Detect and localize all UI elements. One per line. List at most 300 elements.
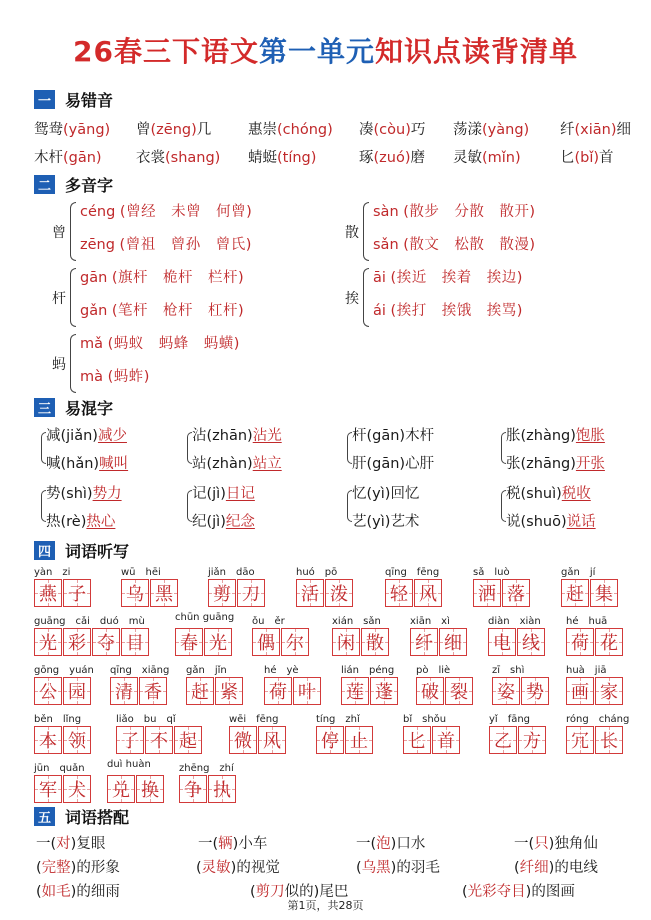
item-char: 记	[192, 486, 207, 502]
writing-box	[403, 726, 431, 754]
dictation-word	[264, 677, 322, 705]
item-pinyin: (zuó)	[373, 150, 411, 166]
word-char: 止	[350, 731, 368, 752]
word-pinyin: guāng cǎi duó mù	[34, 616, 145, 627]
word-char: 剪	[213, 584, 231, 605]
pronunciation-item	[248, 118, 333, 139]
item-pinyin: (rè)	[60, 514, 87, 530]
dictation-word	[121, 579, 179, 607]
word-pinyin: zhēng zhí	[179, 763, 234, 774]
item-word: 凑	[359, 122, 374, 138]
writing-box	[264, 677, 292, 705]
word-pinyin: qīng fēng	[385, 567, 440, 578]
item-word: 艺术	[390, 514, 420, 530]
item-pinyin: (xiān)	[574, 122, 617, 138]
dictation-word	[34, 677, 92, 705]
item-pinyin: (shì)	[60, 486, 93, 502]
confusable-item	[352, 510, 419, 531]
word-char: 光	[209, 633, 227, 654]
writing-box	[34, 579, 62, 607]
item-word: 回忆	[390, 486, 420, 502]
confusable-item	[46, 482, 122, 503]
word-pinyin: duì huàn	[107, 759, 151, 770]
word-pinyin: wū hēi	[121, 567, 161, 578]
word-pinyin: róng cháng	[566, 714, 630, 725]
word-pinyin: jiǎn dāo	[208, 567, 255, 578]
collocation-prefix: 一(	[514, 836, 535, 852]
writing-box	[63, 775, 91, 803]
dictation-word	[332, 628, 390, 656]
collocation-item	[356, 832, 425, 853]
item-char: 忆	[352, 486, 367, 502]
collocation-suffix: )的羽毛	[390, 860, 440, 876]
item-tail: 首	[599, 150, 614, 166]
polyphone-char: 杆	[52, 291, 66, 307]
writing-box	[204, 628, 232, 656]
reading-pinyin: ái	[373, 303, 391, 319]
confusable-item	[46, 424, 127, 445]
word-pinyin: běn lǐng	[34, 714, 82, 725]
pronunciation-item	[34, 118, 110, 139]
collocation-suffix: )的电线	[548, 860, 598, 876]
word-char: 势	[526, 682, 544, 703]
writing-box	[110, 677, 138, 705]
word-char: 风	[263, 731, 281, 752]
word-char: 散	[366, 633, 384, 654]
item-word: 纪念	[225, 514, 255, 530]
brace-icon	[363, 202, 369, 261]
dictation-word	[561, 579, 619, 607]
collocation-answer: 完整	[41, 860, 71, 876]
item-pinyin: (gān)	[63, 150, 102, 166]
item-pinyin: (chóng)	[277, 122, 333, 138]
item-char: 杆	[352, 428, 367, 444]
dictation-word	[492, 677, 550, 705]
word-char: 纤	[415, 633, 433, 654]
item-pinyin: (zēng)	[150, 122, 197, 138]
item-word: 琢	[359, 150, 374, 166]
writing-box	[521, 677, 549, 705]
confusable-item	[46, 452, 128, 473]
writing-box	[237, 579, 265, 607]
writing-box	[325, 579, 353, 607]
writing-box	[34, 628, 62, 656]
confusable-item	[506, 482, 591, 503]
pronunciation-item	[136, 118, 211, 139]
item-word: 站立	[252, 456, 282, 472]
item-char: 沾	[192, 428, 207, 444]
writing-box	[439, 628, 467, 656]
collocation-answer: 剪刀	[255, 884, 285, 900]
item-tail: 几	[196, 122, 212, 138]
collocation-suffix: )复眼	[70, 836, 106, 852]
item-char: 势	[46, 486, 61, 502]
collocation-answer: 泡	[376, 836, 391, 852]
confusable-item	[192, 482, 255, 503]
brace-icon	[70, 334, 76, 393]
reading-examples: (旗杆 桅杆 栏杆)	[111, 270, 245, 286]
item-pinyin: (zhāng)	[520, 456, 576, 472]
dictation-word	[34, 628, 150, 656]
reading-pinyin: céng	[80, 204, 120, 220]
dictation-word	[385, 579, 443, 607]
item-word: 减少	[97, 428, 127, 444]
word-pinyin: gǎn jǐn	[186, 665, 227, 676]
polyphone-char: 挨	[345, 291, 359, 307]
reading-pinyin: gān	[80, 270, 112, 286]
pronunciation-item	[359, 146, 425, 167]
writing-box	[341, 677, 369, 705]
collocation-item	[36, 832, 105, 853]
item-word: 曾	[136, 122, 151, 138]
word-char: 荷	[269, 682, 287, 703]
reading-examples: (散文 松散 散漫)	[403, 237, 536, 253]
writing-box	[595, 628, 623, 656]
word-char: 长	[600, 731, 618, 752]
writing-box	[293, 677, 321, 705]
item-tail: 磨	[410, 150, 425, 166]
polyphone-reading	[80, 200, 252, 221]
word-char: 冗	[571, 731, 589, 752]
item-word: 匕	[560, 150, 575, 166]
writing-box	[416, 677, 444, 705]
word-char: 匕	[408, 731, 426, 752]
item-pinyin: (gān)	[366, 456, 406, 472]
polyphone-char: 蚂	[52, 357, 66, 373]
dictation-word	[252, 628, 310, 656]
confusable-item	[192, 424, 282, 445]
dictation-word	[566, 726, 624, 754]
item-char: 说	[506, 514, 521, 530]
item-word: 衣裳	[136, 150, 165, 166]
word-pinyin: xiān xì	[410, 616, 450, 627]
writing-box	[92, 628, 120, 656]
writing-box	[502, 579, 530, 607]
writing-box	[116, 726, 144, 754]
dictation-word	[229, 726, 287, 754]
dictation-word	[341, 677, 399, 705]
polyphone-reading	[80, 332, 240, 353]
word-pinyin: zī shì	[492, 665, 525, 676]
word-char: 洒	[478, 584, 496, 605]
item-pinyin: (bǐ)	[574, 150, 600, 166]
word-char: 香	[144, 682, 162, 703]
word-char: 争	[184, 780, 202, 801]
page-footer: 第1页，共28页	[287, 899, 364, 912]
writing-box	[370, 677, 398, 705]
word-char: 赶	[191, 682, 209, 703]
dictation-word	[296, 579, 354, 607]
collocation-prefix: 一(	[36, 836, 57, 852]
dictation-word	[416, 677, 474, 705]
word-char: 蓬	[375, 682, 393, 703]
collocation-suffix: )的视觉	[230, 860, 280, 876]
word-char: 细	[444, 633, 462, 654]
brace-icon	[363, 268, 369, 327]
writing-box	[63, 579, 91, 607]
pronunciation-item	[248, 146, 316, 167]
word-pinyin: yàn zi	[34, 567, 71, 578]
writing-box	[414, 579, 442, 607]
item-char: 艺	[352, 514, 367, 530]
pronunciation-item	[560, 146, 614, 167]
reading-pinyin: āi	[373, 270, 391, 286]
confusable-item	[506, 452, 605, 473]
word-char: 不	[150, 731, 168, 752]
collocation-prefix: (	[36, 860, 42, 876]
writing-box	[445, 677, 473, 705]
collocation-suffix: )独角仙	[548, 836, 598, 852]
word-char: 起	[179, 731, 197, 752]
word-char: 军	[39, 780, 57, 801]
collocation-prefix: (	[36, 884, 42, 900]
word-char: 荷	[571, 633, 589, 654]
collocation-suffix: 似的)尾巴	[284, 884, 349, 900]
writing-box	[215, 677, 243, 705]
dictation-word	[34, 775, 92, 803]
item-pinyin: (zhān)	[206, 428, 253, 444]
item-word: 势力	[92, 486, 122, 502]
writing-box	[208, 775, 236, 803]
item-pinyin: (shuō)	[520, 514, 567, 530]
item-pinyin: (hǎn)	[60, 456, 100, 472]
word-char: 电	[493, 633, 511, 654]
confusable-item	[506, 510, 596, 531]
writing-box	[385, 579, 413, 607]
item-pinyin: (shang)	[165, 150, 221, 166]
writing-box	[63, 628, 91, 656]
pronunciation-item	[453, 118, 529, 139]
word-pinyin: chūn guāng	[175, 612, 235, 623]
writing-box	[186, 677, 214, 705]
page-title: 26春三下语文第一单元知识点读背清单	[73, 35, 578, 68]
word-char: 裂	[450, 682, 468, 703]
dictation-word	[116, 726, 203, 754]
writing-box	[595, 677, 623, 705]
collocation-answer: 纤细	[519, 860, 549, 876]
item-pinyin: (zhàng)	[520, 428, 576, 444]
item-word: 心肝	[405, 456, 435, 472]
writing-box	[34, 726, 62, 754]
dictation-word	[566, 677, 624, 705]
writing-box	[174, 726, 202, 754]
confusable-item	[352, 424, 434, 445]
word-char: 集	[595, 584, 613, 605]
reading-examples: (蚂蚱)	[107, 369, 150, 385]
item-char: 热	[46, 514, 61, 530]
word-char: 花	[600, 633, 618, 654]
word-char: 尔	[286, 633, 304, 654]
polyphone-reading	[373, 299, 523, 320]
word-pinyin: xián sǎn	[332, 616, 381, 627]
writing-box	[139, 677, 167, 705]
word-pinyin: lián péng	[341, 665, 395, 676]
brace-icon	[70, 202, 76, 261]
section-header-5: 五 词语搭配	[34, 806, 129, 826]
word-char: 清	[115, 682, 133, 703]
writing-box	[566, 726, 594, 754]
word-char: 换	[141, 780, 159, 801]
writing-box	[63, 677, 91, 705]
collocation-answer: 只	[534, 836, 549, 852]
dictation-word	[566, 628, 624, 656]
item-pinyin: (tíng)	[277, 150, 317, 166]
pronunciation-item	[453, 146, 521, 167]
collocation-prefix: (	[196, 860, 202, 876]
word-pinyin: sǎ luò	[473, 567, 510, 578]
item-word: 木杆	[405, 428, 435, 444]
item-word: 沾光	[252, 428, 282, 444]
item-pinyin: (zhàn)	[206, 456, 253, 472]
writing-box	[432, 726, 460, 754]
word-pinyin: hé yè	[264, 665, 299, 676]
reading-examples: (曾祖 曾孙 曾氏)	[119, 237, 252, 253]
collocation-prefix: 一(	[356, 836, 377, 852]
word-char: 黑	[155, 584, 173, 605]
item-pinyin: (shuì)	[520, 486, 562, 502]
word-pinyin: pò liè	[416, 665, 451, 676]
writing-box	[488, 628, 516, 656]
word-char: 光	[39, 633, 57, 654]
reading-pinyin: sǎn	[373, 237, 404, 253]
word-char: 首	[437, 731, 455, 752]
word-char: 执	[213, 780, 231, 801]
polyphone-reading	[373, 233, 536, 254]
dictation-word	[489, 726, 547, 754]
word-pinyin: gōng yuán	[34, 665, 94, 676]
word-pinyin: diàn xiàn	[488, 616, 541, 627]
confusable-item	[506, 424, 605, 445]
dictation-word	[410, 628, 468, 656]
item-word: 灵敏	[453, 150, 482, 166]
writing-box	[590, 579, 618, 607]
section-header-3: 三 易混字	[34, 397, 113, 417]
item-pinyin: (jì)	[206, 486, 226, 502]
word-char: 家	[600, 682, 618, 703]
word-pinyin: huà jiā	[566, 665, 607, 676]
item-pinyin: (gān)	[366, 428, 406, 444]
dictation-word	[34, 726, 92, 754]
item-word: 热心	[86, 514, 116, 530]
item-char: 喊	[46, 456, 61, 472]
word-char: 了	[121, 731, 139, 752]
confusable-item	[352, 482, 419, 503]
polyphone-char: 曾	[52, 225, 66, 241]
writing-box	[296, 579, 324, 607]
item-word: 税收	[561, 486, 591, 502]
writing-box	[229, 726, 257, 754]
writing-box	[145, 726, 173, 754]
dictation-word	[34, 579, 92, 607]
item-word: 日记	[225, 486, 255, 502]
writing-box	[281, 628, 309, 656]
writing-box	[518, 726, 546, 754]
collocation-prefix: (	[462, 884, 468, 900]
item-tail: 细	[616, 122, 631, 138]
item-pinyin: (mǐn)	[482, 150, 521, 166]
word-pinyin: ǒu ěr	[252, 616, 285, 627]
word-char: 乌	[126, 584, 144, 605]
collocation-prefix: (	[356, 860, 362, 876]
reading-examples: (挨近 挨着 挨边)	[390, 270, 523, 286]
dictation-word	[110, 677, 168, 705]
polyphone-reading	[80, 233, 252, 254]
pronunciation-item	[560, 118, 631, 139]
section-header-2: 二 多音字	[34, 174, 113, 194]
word-char: 微	[234, 731, 252, 752]
word-char: 莲	[346, 682, 364, 703]
writing-box	[473, 579, 501, 607]
reading-pinyin: sàn	[373, 204, 404, 220]
item-word: 荡漾	[453, 122, 482, 138]
writing-box	[566, 677, 594, 705]
item-word: 惠崇	[248, 122, 277, 138]
dictation-word	[488, 628, 546, 656]
section-header-1: 一 易错音	[34, 89, 113, 109]
item-pinyin: (jiǎn)	[60, 428, 98, 444]
collocation-item	[36, 856, 120, 877]
dictation-word	[186, 677, 244, 705]
reading-examples: (散步 分散 散开)	[403, 204, 536, 220]
writing-box	[179, 775, 207, 803]
dictation-word	[208, 579, 266, 607]
word-char: 方	[523, 731, 541, 752]
dictation-word	[316, 726, 374, 754]
confusable-item	[46, 510, 115, 531]
collocation-item	[514, 832, 598, 853]
item-pinyin: (còu)	[373, 122, 411, 138]
collocation-suffix: )的细雨	[70, 884, 120, 900]
item-word: 蜻蜓	[248, 150, 277, 166]
writing-box	[492, 677, 520, 705]
word-pinyin: wēi fēng	[229, 714, 279, 725]
writing-box	[252, 628, 280, 656]
writing-box	[136, 775, 164, 803]
word-char: 兑	[112, 780, 130, 801]
item-pinyin: (yāng)	[63, 122, 111, 138]
item-word: 饱胀	[575, 428, 605, 444]
word-pinyin: bǐ shǒu	[403, 714, 447, 725]
pronunciation-item	[136, 146, 220, 167]
item-word: 木杆	[34, 150, 63, 166]
word-char: 犬	[68, 780, 86, 801]
writing-box	[121, 628, 149, 656]
item-word: 开张	[575, 456, 605, 472]
writing-box	[566, 628, 594, 656]
item-char: 站	[192, 456, 207, 472]
writing-box	[63, 726, 91, 754]
item-char: 税	[506, 486, 521, 502]
word-char: 落	[507, 584, 525, 605]
collocation-answer: 辆	[218, 836, 233, 852]
writing-box	[258, 726, 286, 754]
reading-pinyin: zēng	[80, 237, 120, 253]
item-word: 说话	[566, 514, 596, 530]
word-char: 画	[571, 682, 589, 703]
word-char: 本	[39, 731, 57, 752]
word-char: 闲	[337, 633, 355, 654]
item-word: 鸳鸯	[34, 122, 63, 138]
writing-box	[150, 579, 178, 607]
writing-box	[316, 726, 344, 754]
word-char: 偶	[257, 633, 275, 654]
word-char: 子	[68, 584, 86, 605]
collocation-suffix: )小车	[232, 836, 268, 852]
polyphone-reading	[80, 365, 150, 386]
item-pinyin: (jì)	[206, 514, 226, 530]
item-pinyin: (yì)	[366, 514, 391, 530]
word-char: 停	[321, 731, 339, 752]
